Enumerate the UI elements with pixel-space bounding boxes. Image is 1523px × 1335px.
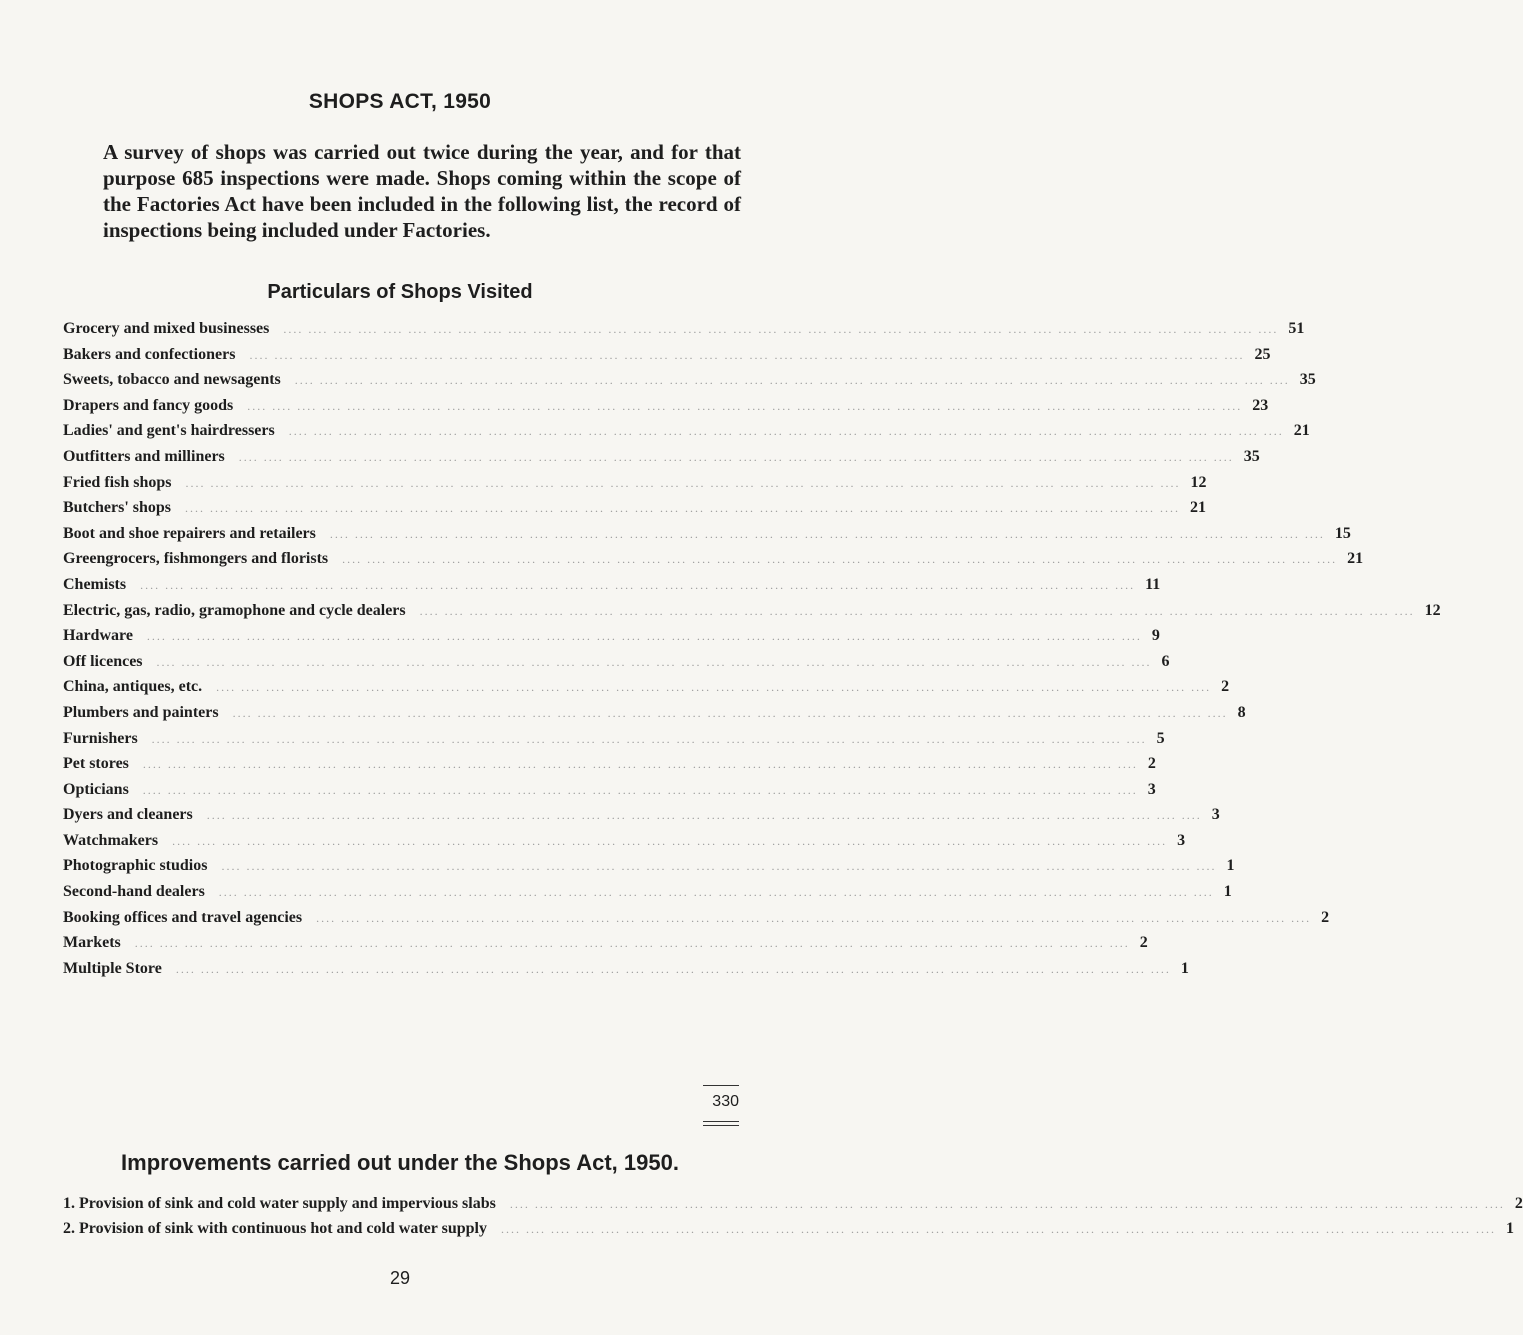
total-double-rule xyxy=(703,1121,739,1126)
leader-dots: .... .... .... .... .... .... .... .... .... .... .... .... .... .... .... .... .... .... .... .... .... .... .... .... .... .... .... .... .... .... .... .... .... .... .... .... .... .... .... .... xyxy=(316,910,1312,925)
item-label: Plumbers and painters xyxy=(63,703,219,721)
item-label: Pet stores xyxy=(63,755,129,773)
item-value: 1 xyxy=(1226,857,1235,875)
leader-dots: .... .... .... .... .... .... .... .... .... .... .... .... .... .... .... .... .... .... .... .... .... .... .... .... .... .... .... .... .... .... .... .... .... .... .... .... .... .... .... .... xyxy=(156,654,1152,669)
particulars-heading: Particulars of Shops Visited xyxy=(267,281,533,303)
page-title: SHOPS ACT, 1950 xyxy=(308,90,492,113)
total-rule xyxy=(703,1085,739,1086)
list-item xyxy=(63,908,1330,935)
item-value: 2 xyxy=(1514,1195,1523,1212)
list-item xyxy=(63,729,1165,756)
item-value: 35 xyxy=(1299,371,1316,389)
item-value: 1 xyxy=(1180,959,1189,977)
list-item xyxy=(63,883,1232,909)
item-value: 3 xyxy=(1147,780,1156,798)
item-value: 1 xyxy=(1223,883,1232,901)
item-value: 23 xyxy=(1252,396,1269,414)
list-item xyxy=(63,780,1156,807)
item-value: 21 xyxy=(1347,550,1364,568)
item-value: 2 xyxy=(1321,908,1330,926)
item-value: 8 xyxy=(1237,703,1246,721)
leader-dots: .... .... .... .... .... .... .... .... .... .... .... .... .... .... .... .... .... .... .... .... .... .... .... .... .... .... .... .... .... .... .... .... .... .... .... .... .... .... .... .... xyxy=(175,961,1171,976)
item-label: Chemists xyxy=(63,575,127,593)
item-value: 21 xyxy=(1293,422,1310,440)
item-label: Boot and shoe repairers and retailers xyxy=(63,524,316,542)
item-value: 12 xyxy=(1424,601,1441,619)
item-label: Bakers and confectioners xyxy=(63,345,236,363)
item-label: Ladies' and gent's hairdressers xyxy=(63,422,275,440)
item-value: 12 xyxy=(1190,473,1207,491)
item-label: Fried fish shops xyxy=(63,473,172,491)
leader-dots: .... .... .... .... .... .... .... .... .... .... .... .... .... .... .... .... .... .... .... .... .... .... .... .... .... .... .... .... .... .... .... .... .... .... .... .... .... .... .... .... xyxy=(342,552,1338,567)
item-value: 21 xyxy=(1190,499,1207,517)
item-label: Butchers' shops xyxy=(63,499,172,517)
leader-dots: .... .... .... .... .... .... .... .... .... .... .... .... .... .... .... .... .... .... .... .... .... .... .... .... .... .... .... .... .... .... .... .... .... .... .... .... .... .... .... .... xyxy=(185,475,1181,490)
leader-dots: .... .... .... .... .... .... .... .... .... .... .... .... .... .... .... .... .... .... .... .... .... .... .... .... .... .... .... .... .... .... .... .... .... .... .... .... .... .... .... .... xyxy=(232,705,1228,720)
list-item xyxy=(63,678,1230,704)
item-label: China, antiques, etc. xyxy=(63,678,203,696)
list-item xyxy=(63,550,1364,576)
item-label: Photographic studios xyxy=(63,857,208,875)
leader-dots: .... .... .... .... .... .... .... .... .... .... .... .... .... .... .... .... .... .... .... .... .... .... .... .... .... .... .... .... .... .... .... .... .... .... .... .... .... .... .... .... xyxy=(206,808,1202,823)
list-item xyxy=(63,473,1207,500)
item-value: 2 xyxy=(1139,934,1148,952)
leader-dots: .... .... .... .... .... .... .... .... .... .... .... .... .... .... .... .... .... .... .... .... .... .... .... .... .... .... .... .... .... .... .... .... .... .... .... .... .... .... .... .... xyxy=(172,833,1168,848)
item-label: Off licences xyxy=(63,652,143,670)
page-number: 29 xyxy=(389,1268,411,1288)
leader-dots: .... .... .... .... .... .... .... .... .... .... .... .... .... .... .... .... .... .... .... .... .... .... .... .... .... .... .... .... .... .... .... .... .... .... .... .... .... .... .... .... xyxy=(185,501,1181,516)
list-item xyxy=(63,524,1351,551)
item-value: 9 xyxy=(1151,627,1160,645)
item-label: Grocery and mixed businesses xyxy=(63,320,270,337)
item-label: Second-hand dealers xyxy=(63,883,205,901)
leader-dots: .... .... .... .... .... .... .... .... .... .... .... .... .... .... .... .... .... .... .... .... .... .... .... .... .... .... .... .... .... .... .... .... .... .... .... .... .... .... .... .... xyxy=(221,859,1217,874)
item-label: Outfitters and milliners xyxy=(63,447,225,465)
item-label: Hardware xyxy=(63,627,133,645)
improvements-list xyxy=(63,1195,1523,1245)
leader-dots: .... .... .... .... .... .... .... .... .... .... .... .... .... .... .... .... .... .... .... .... .... .... .... .... .... .... .... .... .... .... .... .... .... .... .... .... .... .... .... .... xyxy=(249,347,1245,362)
list-item xyxy=(63,575,1161,602)
list-item xyxy=(63,806,1220,832)
item-value: 2 xyxy=(1147,755,1156,773)
list-item xyxy=(63,959,1189,986)
item-value: 25 xyxy=(1254,345,1271,363)
leader-dots: .... .... .... .... .... .... .... .... .... .... .... .... .... .... .... .... .... .... .... .... .... .... .... .... .... .... .... .... .... .... .... .... .... .... .... .... .... .... .... .... xyxy=(500,1222,1496,1236)
item-value: 3 xyxy=(1211,806,1220,824)
item-label: Markets xyxy=(63,934,121,952)
list-item xyxy=(63,627,1160,653)
item-value: 6 xyxy=(1161,652,1170,670)
item-label: Electric, gas, radio, gramophone and cycle dealers xyxy=(63,601,406,619)
list-item xyxy=(63,1220,1514,1245)
leader-dots: .... .... .... .... .... .... .... .... .... .... .... .... .... .... .... .... .... .... .... .... .... .... .... .... .... .... .... .... .... .... .... .... .... .... .... .... .... .... .... .... xyxy=(509,1197,1505,1211)
item-value: 11 xyxy=(1145,575,1161,593)
leader-dots: .... .... .... .... .... .... .... .... .... .... .... .... .... .... .... .... .... .... .... .... .... .... .... .... .... .... .... .... .... .... .... .... .... .... .... .... .... .... .... .... xyxy=(146,629,1142,644)
list-item xyxy=(63,601,1441,628)
item-label: 2. Provision of sink with continuous hot and cold water supply xyxy=(63,1220,487,1237)
list-item xyxy=(63,857,1235,883)
leader-dots: .... .... .... .... .... .... .... .... .... .... .... .... .... .... .... .... .... .... .... .... .... .... .... .... .... .... .... .... .... .... .... .... .... .... .... .... .... .... .... .... xyxy=(142,782,1138,797)
leader-dots: .... .... .... .... .... .... .... .... .... .... .... .... .... .... .... .... .... .... .... .... .... .... .... .... .... .... .... .... .... .... .... .... .... .... .... .... .... .... .... .... xyxy=(216,680,1212,695)
leader-dots: .... .... .... .... .... .... .... .... .... .... .... .... .... .... .... .... .... .... .... .... .... .... .... .... .... .... .... .... .... .... .... .... .... .... .... .... .... .... .... .... xyxy=(283,322,1279,336)
leader-dots: .... .... .... .... .... .... .... .... .... .... .... .... .... .... .... .... .... .... .... .... .... .... .... .... .... .... .... .... .... .... .... .... .... .... .... .... .... .... .... .... xyxy=(238,449,1234,464)
leader-dots: .... .... .... .... .... .... .... .... .... .... .... .... .... .... .... .... .... .... .... .... .... .... .... .... .... .... .... .... .... .... .... .... .... .... .... .... .... .... .... .... xyxy=(142,757,1138,772)
shop-list xyxy=(63,320,1441,985)
item-value: 3 xyxy=(1177,831,1186,849)
item-label: Watchmakers xyxy=(63,831,159,849)
item-value: 35 xyxy=(1243,447,1260,465)
item-label: Greengrocers, fishmongers and florists xyxy=(63,550,329,568)
list-item xyxy=(63,396,1269,423)
item-label: Furnishers xyxy=(63,729,138,747)
item-value: 2 xyxy=(1221,678,1230,696)
leader-dots: .... .... .... .... .... .... .... .... .... .... .... .... .... .... .... .... .... .... .... .... .... .... .... .... .... .... .... .... .... .... .... .... .... .... .... .... .... .... .... .... xyxy=(134,936,1130,951)
leader-dots: .... .... .... .... .... .... .... .... .... .... .... .... .... .... .... .... .... .... .... .... .... .... .... .... .... .... .... .... .... .... .... .... .... .... .... .... .... .... .... .... xyxy=(329,526,1325,541)
leader-dots: .... .... .... .... .... .... .... .... .... .... .... .... .... .... .... .... .... .... .... .... .... .... .... .... .... .... .... .... .... .... .... .... .... .... .... .... .... .... .... .... xyxy=(288,424,1284,439)
item-label: 1. Provision of sink and cold water supply and impervious slabs xyxy=(63,1195,496,1212)
item-value: 1 xyxy=(1505,1220,1514,1237)
item-value: 51 xyxy=(1288,320,1305,337)
item-label: Multiple Store xyxy=(63,959,162,977)
list-item xyxy=(63,934,1148,960)
leader-dots: .... .... .... .... .... .... .... .... .... .... .... .... .... .... .... .... .... .... .... .... .... .... .... .... .... .... .... .... .... .... .... .... .... .... .... .... .... .... .... .... xyxy=(140,577,1136,592)
leader-dots: .... .... .... .... .... .... .... .... .... .... .... .... .... .... .... .... .... .... .... .... .... .... .... .... .... .... .... .... .... .... .... .... .... .... .... .... .... .... .... .... xyxy=(294,373,1290,388)
list-item xyxy=(63,1195,1523,1220)
total-value: 330 xyxy=(712,1093,739,1110)
list-item xyxy=(63,703,1246,730)
item-value: 15 xyxy=(1334,524,1351,542)
leader-dots: .... .... .... .... .... .... .... .... .... .... .... .... .... .... .... .... .... .... .... .... .... .... .... .... .... .... .... .... .... .... .... .... .... .... .... .... .... .... .... .... xyxy=(151,731,1147,746)
list-item xyxy=(63,320,1305,346)
list-item xyxy=(63,755,1156,781)
leader-dots: .... .... .... .... .... .... .... .... .... .... .... .... .... .... .... .... .... .... .... .... .... .... .... .... .... .... .... .... .... .... .... .... .... .... .... .... .... .... .... .... xyxy=(218,885,1214,900)
list-item xyxy=(63,447,1260,474)
list-item xyxy=(63,652,1170,679)
leader-dots: .... .... .... .... .... .... .... .... .... .... .... .... .... .... .... .... .... .... .... .... .... .... .... .... .... .... .... .... .... .... .... .... .... .... .... .... .... .... .... .... xyxy=(247,398,1243,413)
item-value: 5 xyxy=(1156,729,1165,747)
leader-dots: .... .... .... .... .... .... .... .... .... .... .... .... .... .... .... .... .... .... .... .... .... .... .... .... .... .... .... .... .... .... .... .... .... .... .... .... .... .... .... .... xyxy=(419,603,1415,618)
list-item xyxy=(63,831,1186,858)
item-label: Booking offices and travel agencies xyxy=(63,908,303,926)
intro-paragraph: A survey of shops was carried out twice during the year, and for that purpose 685 inspections were made. Shops coming within the scope of the Factories Act have been included in the following list, the record of inspections being included under Factories. xyxy=(103,140,741,242)
item-label: Dyers and cleaners xyxy=(63,806,193,824)
improvements-heading: Improvements carried out under the Shops Act, 1950. xyxy=(121,1150,679,1175)
item-label: Drapers and fancy goods xyxy=(63,396,234,414)
list-item xyxy=(63,422,1310,448)
list-item xyxy=(63,345,1271,372)
item-label: Sweets, tobacco and newsagents xyxy=(63,371,281,389)
item-label: Opticians xyxy=(63,780,129,798)
list-item xyxy=(63,371,1316,397)
list-item xyxy=(63,499,1207,525)
